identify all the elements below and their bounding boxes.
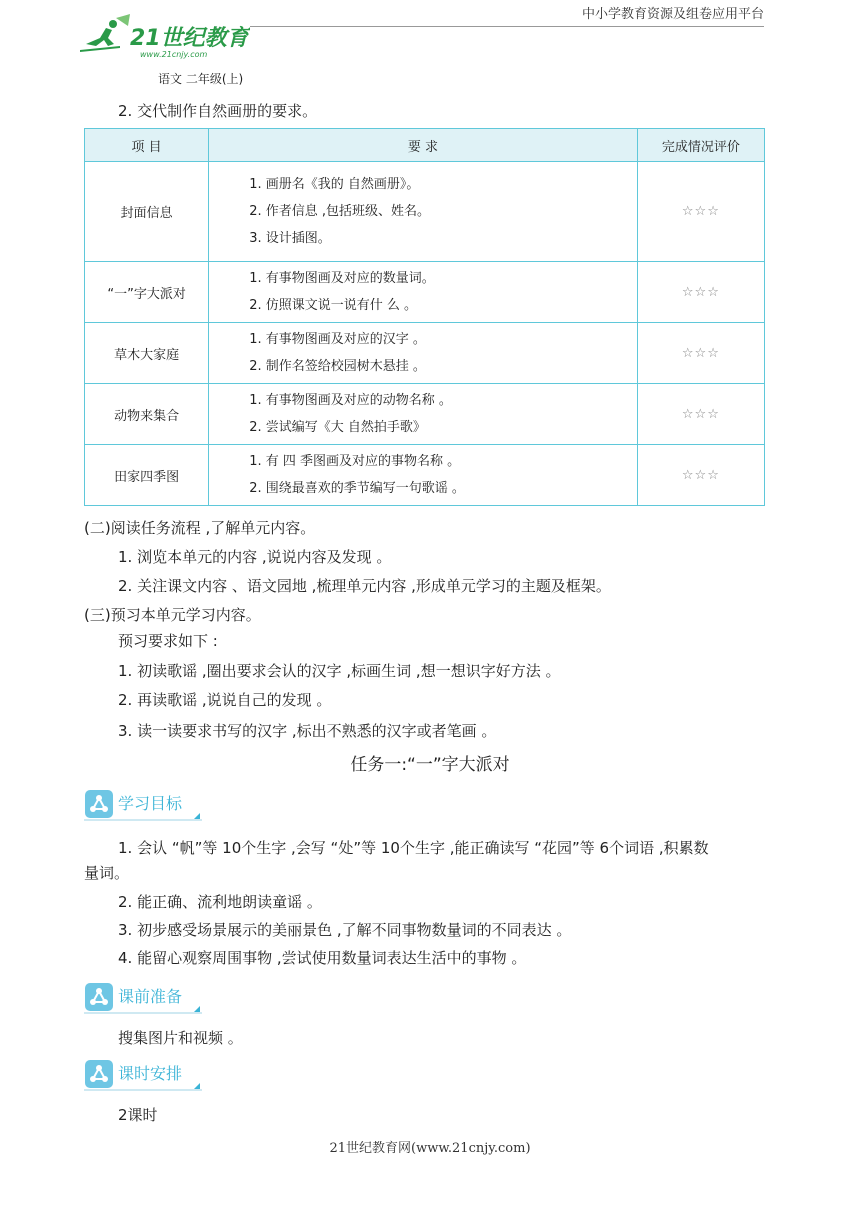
table-row	[85, 162, 765, 262]
column-header-evaluation: 完成情况评价	[637, 129, 764, 162]
logo-text: 21世纪教育	[130, 26, 249, 51]
table-row	[85, 384, 765, 445]
section-heading: (二)阅读任务流程 ,了解单元内容。	[84, 519, 316, 537]
intro-line: 2. 交代制作自然画册的要求。	[118, 102, 318, 120]
requirement-line: 1. 有事物图画及对应的数量词。	[249, 271, 435, 286]
section-heading: (三)预习本单元学习内容。	[84, 606, 261, 624]
requirement-line: 2. 仿照课文说一说有什 么 。	[249, 298, 418, 313]
star-rating[interactable]: ☆☆☆	[637, 445, 764, 506]
star-rating[interactable]: ☆☆☆	[637, 384, 764, 445]
goal-item: 2. 能正确、流利地朗读童谣 。	[118, 893, 322, 911]
goal-item: 3. 初步感受场景展示的美丽景色 ,了解不同事物数量词的不同表达 。	[118, 921, 572, 939]
goal-item-continuation: 量词。	[84, 864, 130, 882]
badge-underline	[84, 819, 202, 821]
badge-marker	[194, 1083, 200, 1089]
requirement-line: 2. 作者信息 ,包括班级、姓名。	[249, 204, 431, 219]
requirement-line: 2. 尝试编写《大 自然拍手歌》	[249, 420, 426, 435]
badge-marker	[194, 1006, 200, 1012]
task-title: 任务一:“一”字大派对	[350, 755, 510, 775]
schedule-text: 2课时	[118, 1106, 158, 1124]
table-header-row	[85, 129, 765, 162]
requirement-line: 1. 有事物图画及对应的汉字 。	[249, 332, 426, 347]
badge-label: 课时安排	[118, 1064, 183, 1083]
badge-label: 课前准备	[118, 987, 183, 1006]
row-item: 草木大家庭	[85, 323, 209, 384]
list-item: 2. 再读歌谣 ,说说自己的发现 。	[118, 691, 332, 709]
runner-icon	[80, 14, 250, 60]
requirement-line: 1. 有 四 季图画及对应的事物名称 。	[249, 454, 461, 469]
row-requirements	[209, 384, 638, 445]
preparation-text: 搜集图片和视频 。	[118, 1029, 243, 1047]
row-requirements	[209, 323, 638, 384]
list-item: 2. 关注课文内容 、语文园地 ,梳理单元内容 ,形成单元学习的主题及框架。	[118, 577, 611, 595]
network-icon	[84, 789, 114, 819]
site-logo	[80, 14, 250, 60]
star-rating[interactable]: ☆☆☆	[637, 323, 764, 384]
badge-underline	[84, 1089, 202, 1091]
badge-marker	[194, 813, 200, 819]
row-item: “一”字大派对	[85, 262, 209, 323]
list-item: 1. 浏览本单元的内容 ,说说内容及发现 。	[118, 548, 392, 566]
star-rating[interactable]: ☆☆☆	[637, 262, 764, 323]
row-item: 封面信息	[85, 162, 209, 262]
sub-heading: 预习要求如下 :	[118, 632, 218, 650]
row-requirements	[209, 262, 638, 323]
column-header-requirement: 要 求	[209, 129, 638, 162]
star-rating[interactable]: ☆☆☆	[637, 162, 764, 262]
row-item: 动物来集合	[85, 384, 209, 445]
list-item: 1. 初读歌谣 ,圈出要求会认的汉字 ,标画生词 ,想一想识字好方法 。	[118, 662, 561, 680]
requirement-line: 1. 画册名《我的 自然画册》。	[249, 177, 420, 192]
badge-label: 学习目标	[118, 794, 183, 813]
logo-url: www.21cnjy.com	[140, 50, 208, 59]
table-row	[85, 445, 765, 506]
badge-underline	[84, 1012, 202, 1014]
table-row	[85, 262, 765, 323]
row-item: 田家四季图	[85, 445, 209, 506]
requirement-line: 2. 围绕最喜欢的季节编写一句歌谣 。	[249, 481, 465, 496]
requirement-line: 3. 设计插图。	[249, 231, 331, 246]
goal-item: 4. 能留心观察周围事物 ,尝试使用数量词表达生活中的事物 。	[118, 949, 527, 967]
table-row	[85, 323, 765, 384]
network-icon	[84, 982, 114, 1012]
network-icon	[84, 1059, 114, 1089]
requirement-line: 2. 制作名签给校园树木悬挂 。	[249, 359, 426, 374]
list-item: 3. 读一读要求书写的汉字 ,标出不熟悉的汉字或者笔画 。	[118, 722, 497, 740]
platform-name: 中小学教育资源及组卷应用平台	[581, 7, 764, 22]
column-header-item: 项 目	[85, 129, 209, 162]
footer-site[interactable]: 21世纪教育网(www.21cnjy.com)	[329, 1141, 531, 1156]
requirements-table	[84, 128, 765, 506]
row-requirements	[209, 445, 638, 506]
subject-grade: 语文 二年级(上)	[158, 72, 244, 86]
requirement-line: 1. 有事物图画及对应的动物名称 。	[249, 393, 452, 408]
row-requirements	[209, 162, 638, 262]
goal-item: 1. 会认 “帆”等 10个生字 ,会写 “处”等 10个生字 ,能正确读写 “花园”等 6个词语 ,积累数	[118, 839, 709, 857]
